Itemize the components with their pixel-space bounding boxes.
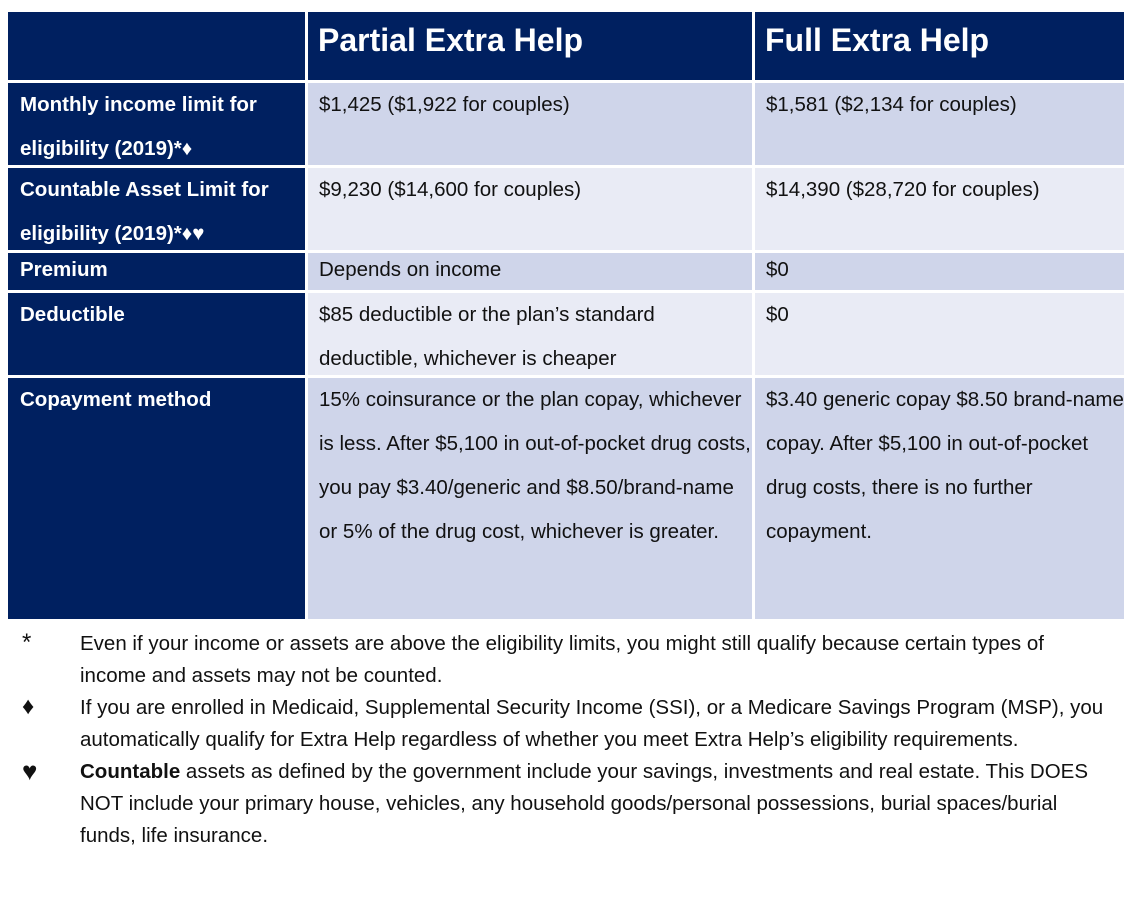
cell-full-premium: $0 xyxy=(755,253,1124,290)
footnote-heart xyxy=(22,756,1112,852)
table-row xyxy=(8,293,1124,375)
cell-partial-copayment: 15% coinsurance or the plan copay, whichever is less. After $5,100 in out-of-pocket drug costs, you pay $3.40/generic and $8.50/brand-name or 5% of the drug cost, whichever is greater. xyxy=(308,378,752,619)
cell-full-deductible: $0 xyxy=(755,293,1124,375)
row-label-asset-limit: Countable Asset Limit for eligibility (2019)*♦♥ xyxy=(8,168,305,250)
footnote-text: assets as defined by the government include your savings, investments and real estate. This DOES NOT include your primary house, vehicles, any household goods/personal possessions, burial spaces/burial funds, life insurance. xyxy=(80,760,1089,847)
cell-partial-asset-limit: $9,230 ($14,600 for couples) xyxy=(308,168,752,250)
footnotes xyxy=(22,628,1112,852)
cell-full-asset-limit: $14,390 ($28,720 for couples) xyxy=(755,168,1124,250)
cell-full-monthly-income: $1,581 ($2,134 for couples) xyxy=(755,83,1124,165)
asterisk-symbol: * xyxy=(22,629,32,656)
table-header-row xyxy=(8,12,1124,80)
table-row xyxy=(8,83,1124,165)
footnote-text-wrapper xyxy=(80,756,1112,852)
footnote-text: Even if your income or assets are above the eligibility limits, you might still qualify because certain types of income and assets may not be counted. xyxy=(80,632,1044,687)
row-label-deductible: Deductible xyxy=(8,293,305,375)
cell-full-copayment: $3.40 generic copay $8.50 brand-name copay. After $5,100 in out-of-pocket drug costs, there is no further copayment. xyxy=(755,378,1124,619)
table-row xyxy=(8,378,1124,619)
diamond-icon: ♦ xyxy=(22,693,35,720)
row-label-monthly-income: Monthly income limit for eligibility (2019)*♦ xyxy=(8,83,305,165)
header-partial-extra-help: Partial Extra Help xyxy=(308,12,752,80)
heart-icon: ♥ xyxy=(22,756,38,786)
footnote-text: If you are enrolled in Medicaid, Supplemental Security Income (SSI), or a Medicare Savings Program (MSP), you automatically qualify for Extra Help regardless of whether you meet Extra Help’s eligibility requirements. xyxy=(80,696,1104,751)
extra-help-table xyxy=(8,12,1124,622)
cell-partial-premium: Depends on income xyxy=(308,253,752,290)
row-label-premium: Premium xyxy=(8,253,305,290)
footnote-diamond xyxy=(22,692,1112,756)
footnote-bold-lead: Countable xyxy=(80,760,181,783)
header-full-extra-help: Full Extra Help xyxy=(755,12,1124,80)
footnote-asterisk xyxy=(22,628,1112,692)
header-empty-cell xyxy=(8,12,305,80)
cell-partial-monthly-income: $1,425 ($1,922 for couples) xyxy=(308,83,752,165)
row-label-copayment: Copayment method xyxy=(8,378,305,619)
table-row xyxy=(8,253,1124,290)
cell-partial-deductible: $85 deductible or the plan’s standard deductible, whichever is cheaper xyxy=(308,293,752,375)
table-row xyxy=(8,168,1124,250)
